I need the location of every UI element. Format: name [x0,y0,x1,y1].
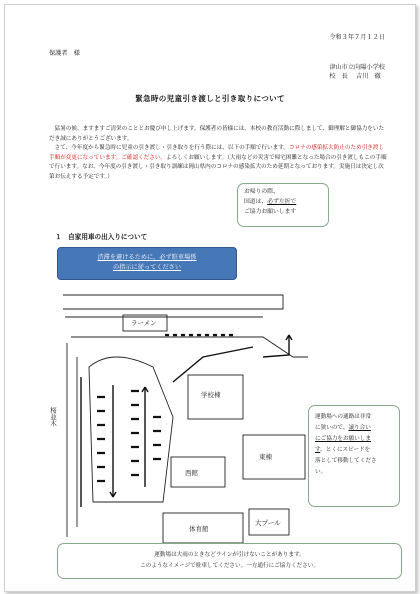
map-label-pool: 大プール [255,519,281,527]
path-line-2 [315,423,393,434]
campus-map [49,287,308,542]
bottom-line-1: 運動場は大雨のときなどラインが引けないことがあります。 [154,552,305,558]
map-arrows [81,335,292,507]
return-line-2-underline: 必ず左折で [267,198,297,205]
map-label-taiikukan: 体育館 [189,525,209,533]
path-line-4-underline: す [315,447,321,453]
map-east-building [243,435,305,479]
letter-recipient: 保護者 様 [49,50,80,57]
path-line-6: い。 [315,469,327,475]
letter-date: 令和３年７月１２日 [329,34,385,41]
bottom-line-2: このようなイメージで駐車してください。一方通行にご協力ください。 [140,562,319,569]
ground-parking-callout [57,543,402,579]
parking-line-1: 渋滞を避けるために、必ず駐車場係 [97,254,197,261]
body-p2-intro: さて、今年度から緊急時に児童の引き渡し・引き取りを行う際には、以下の手順で行います。 [54,145,289,151]
map-label-sakura: 桜並木 [49,407,57,427]
document-page [4,4,416,592]
narrow-path-callout [308,405,400,507]
return-line-1: お帰りの際、 [244,189,279,195]
return-line-2 [244,198,322,208]
map-label-gakusha: 学校棟 [201,391,221,399]
path-line-3: にご協力をお願いしま [315,436,371,442]
path-line-2-underline: 譲り合い [348,425,371,431]
parking-line-2: の指示に従ってください [112,263,182,271]
map-label-east: 東棟 [259,453,272,461]
return-line-3: ご協力お願いします [244,208,297,215]
body-p2-warning: コロナの感染拡大防止のため引き渡し手順が変更になっています。ご確認ください。 [49,145,385,161]
path-line-4-post: 。とくにスピードを [320,447,371,453]
return-route-callout [237,183,329,227]
map-nishikan [171,457,225,487]
return-line-2-pre: 国道は、 [244,198,268,205]
letter-title: 緊急時の児童引き渡しと引き取りについて [135,94,285,103]
section-heading: １ 自家用車の出入りについて [55,233,148,241]
letter-body [49,125,387,182]
sender-position: 校 長 [329,73,348,80]
path-line-1: 運動場への通路は非常 [315,414,371,420]
sender-school: 津山市立向陽小学校 [329,64,385,71]
body-p2-rest: よろしくお願いします。（大雨などの災害で帰宅困難となった場合の引き渡しもこの手順で行います。なお、今年度の引き渡し・引き取り訓練は岡山県内のコロナの感染拡大のため延期となっております。実施日は決定し次第お伝えする予定です。） [49,154,387,180]
sender-signature [329,72,385,81]
body-paragraph-2 [49,144,387,182]
map-label-nishikan: 西館 [185,469,198,477]
map-label-ramen: ラーメン [131,319,157,327]
path-line-2-pre: に狭いので、 [315,425,349,431]
map-road-top [63,295,283,309]
parking-instruction-box [57,247,237,280]
path-line-4 [315,445,393,456]
path-line-5: 落として移動してくださ [315,458,377,464]
sender-name: 吉川 徹 [356,73,381,80]
letter-sender [329,63,385,81]
body-paragraph-1: 猛暑の候、ますますご清栄のこととお慶び申し上げます。保護者の皆様には、本校の教育活動に際しまして、御理解と御協力をいただき誠にありがとうございます。 [49,126,385,142]
map-fence [71,337,308,357]
